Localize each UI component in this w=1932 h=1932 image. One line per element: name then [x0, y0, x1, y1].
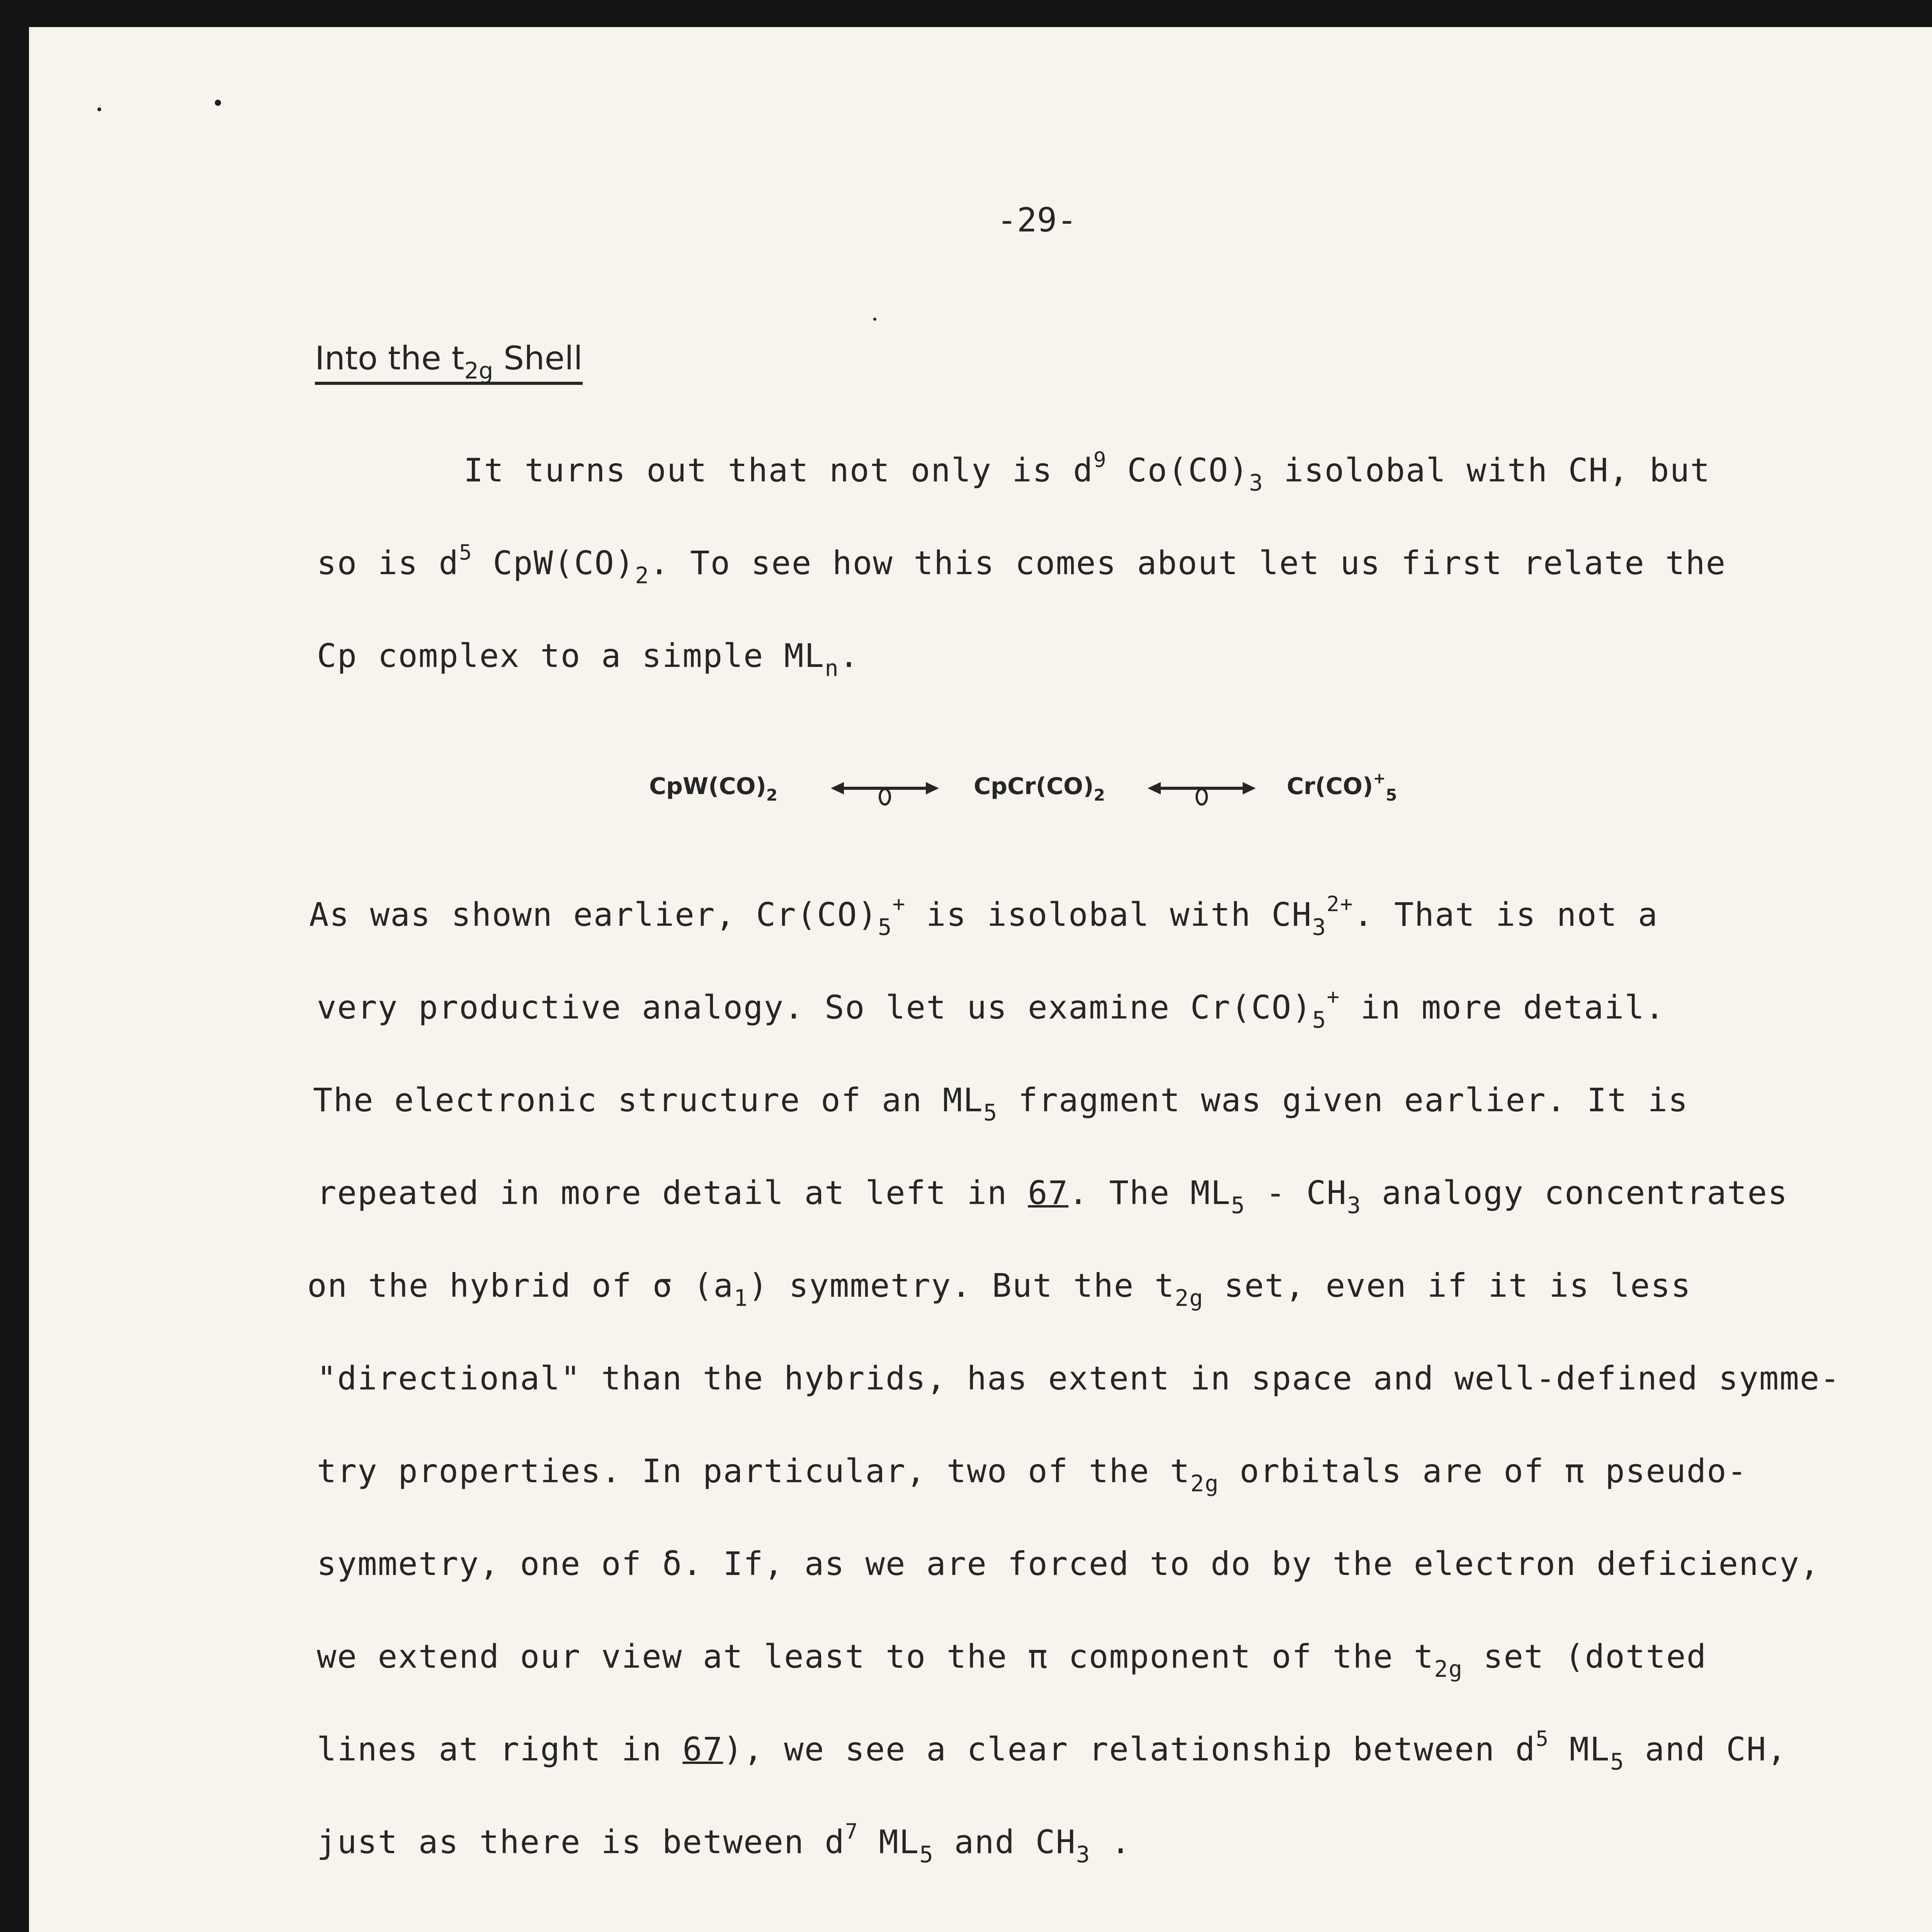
text-run: ) symmetry. But the t	[748, 1267, 1175, 1304]
text-line	[317, 1818, 1131, 1868]
text-run: The electronic structure of an ML	[313, 1081, 983, 1119]
text-run: repeated in more detail at left in	[317, 1174, 1028, 1212]
text-run: very productive analogy. So let us examine Cr(CO)	[317, 988, 1313, 1026]
subscript: 3	[1076, 1841, 1091, 1868]
superscript: +	[1327, 984, 1340, 1009]
figure-reference: 67	[682, 1730, 723, 1768]
text-run: symmetry, one of δ. If, as we are forced to do by the electron deficiency,	[317, 1545, 1820, 1583]
superscript: +	[1373, 770, 1386, 787]
text-run: CpW(CO)	[649, 773, 767, 800]
subscript: 3	[1249, 469, 1264, 496]
superscript: 5	[459, 539, 473, 565]
subscript: 2g	[1434, 1655, 1463, 1682]
text-run: . To see how this comes about let us first relate the	[649, 544, 1726, 582]
text-run: just as there is between d	[317, 1823, 845, 1861]
text-run: . That is not a	[1353, 896, 1658, 934]
superscript: +	[892, 891, 906, 916]
subscript: 1	[734, 1284, 748, 1311]
isolobal-arrow-icon	[1148, 777, 1256, 811]
text-line	[317, 1359, 1840, 1397]
text-run: try properties. In particular, two of the t	[317, 1452, 1190, 1490]
subscript: 5	[878, 913, 893, 940]
text-run: analogy concentrates	[1361, 1174, 1788, 1212]
text-run: orbitals are of π pseudo-	[1219, 1452, 1748, 1490]
subscript: 5	[919, 1841, 934, 1868]
text-run: is isolobal with CH	[906, 896, 1312, 934]
superscript: 5	[1536, 1726, 1549, 1751]
heading-prefix: Into the t	[315, 339, 464, 377]
text-run: As was shown earlier, Cr(CO)	[309, 896, 878, 934]
heading-suffix: Shell	[493, 339, 583, 377]
superscript: 7	[845, 1818, 859, 1844]
text-run: .	[839, 637, 860, 675]
paper-speck	[873, 318, 876, 321]
text-run: set, even if it is less	[1204, 1267, 1692, 1304]
text-line	[464, 447, 1711, 496]
subscript: 2g	[1190, 1470, 1219, 1497]
text-line	[313, 1081, 1689, 1126]
text-run: lines at right in	[317, 1730, 683, 1768]
text-run: .	[1090, 1823, 1131, 1861]
text-line	[317, 1452, 1748, 1497]
text-run: . The ML	[1068, 1174, 1231, 1212]
subscript: 5	[1231, 1192, 1246, 1219]
text-run: CpCr(CO)	[974, 773, 1094, 800]
subscript: 5	[1312, 1006, 1327, 1033]
text-run: we extend our view at least to the π component of the t	[317, 1638, 1434, 1675]
text-line	[309, 891, 1658, 940]
superscript: 2+	[1327, 891, 1354, 916]
text-run: on the hybrid of σ (a	[307, 1267, 734, 1304]
equation-term-3	[1287, 770, 1397, 804]
text-line	[317, 1638, 1707, 1682]
text-run: ML	[1549, 1730, 1610, 1768]
text-run: "directional" than the hybrids, has extent in space and well-defined symme-	[317, 1359, 1840, 1397]
text-run: Cr(CO)	[1287, 773, 1373, 800]
subscript: n	[825, 655, 839, 682]
text-line	[307, 1267, 1692, 1311]
subscript: 2	[1094, 785, 1105, 804]
figure-reference: 67	[1028, 1174, 1069, 1212]
text-line	[317, 1174, 1788, 1219]
subscript: 5	[1610, 1748, 1625, 1775]
text-run: so is d	[317, 544, 459, 582]
text-run: set (dotted	[1463, 1638, 1707, 1675]
isolobal-arrow-icon	[831, 777, 939, 811]
paper-speck	[215, 100, 221, 106]
text-run: ), we see a clear relationship between d	[723, 1730, 1536, 1768]
text-run: - CH	[1245, 1174, 1347, 1212]
text-run: It turns out that not only is d	[464, 451, 1094, 489]
text-run: isolobal with CH, but	[1264, 451, 1711, 489]
subscript: 5	[1386, 785, 1397, 804]
text-run: in more detail.	[1340, 988, 1665, 1026]
text-line	[317, 539, 1726, 589]
heading-subscript: 2g	[464, 357, 493, 384]
paper-speck	[97, 107, 101, 111]
text-run: CpW(CO)	[472, 544, 635, 582]
superscript: 9	[1093, 447, 1107, 472]
page-number: -29-	[997, 201, 1077, 240]
subscript: 2g	[1175, 1284, 1204, 1311]
text-run: Cp complex to a simple ML	[317, 637, 825, 675]
text-line	[317, 984, 1665, 1033]
equation-term-2	[974, 773, 1105, 804]
equation-term-1	[649, 773, 778, 804]
text-line	[317, 1726, 1787, 1775]
subscript: 5	[983, 1099, 998, 1126]
subscript: 2	[766, 785, 778, 804]
text-line	[317, 1545, 1820, 1583]
text-run: fragment was given earlier. It is	[998, 1081, 1689, 1119]
subscript: 3	[1312, 913, 1327, 940]
subscript: 3	[1347, 1192, 1362, 1219]
text-run: and CH	[934, 1823, 1076, 1861]
text-line	[317, 637, 860, 682]
subscript: 2	[635, 562, 650, 589]
text-run: and CH,	[1624, 1730, 1787, 1768]
section-heading	[315, 339, 583, 385]
text-run: Co(CO)	[1107, 451, 1249, 489]
text-run: ML	[858, 1823, 920, 1861]
